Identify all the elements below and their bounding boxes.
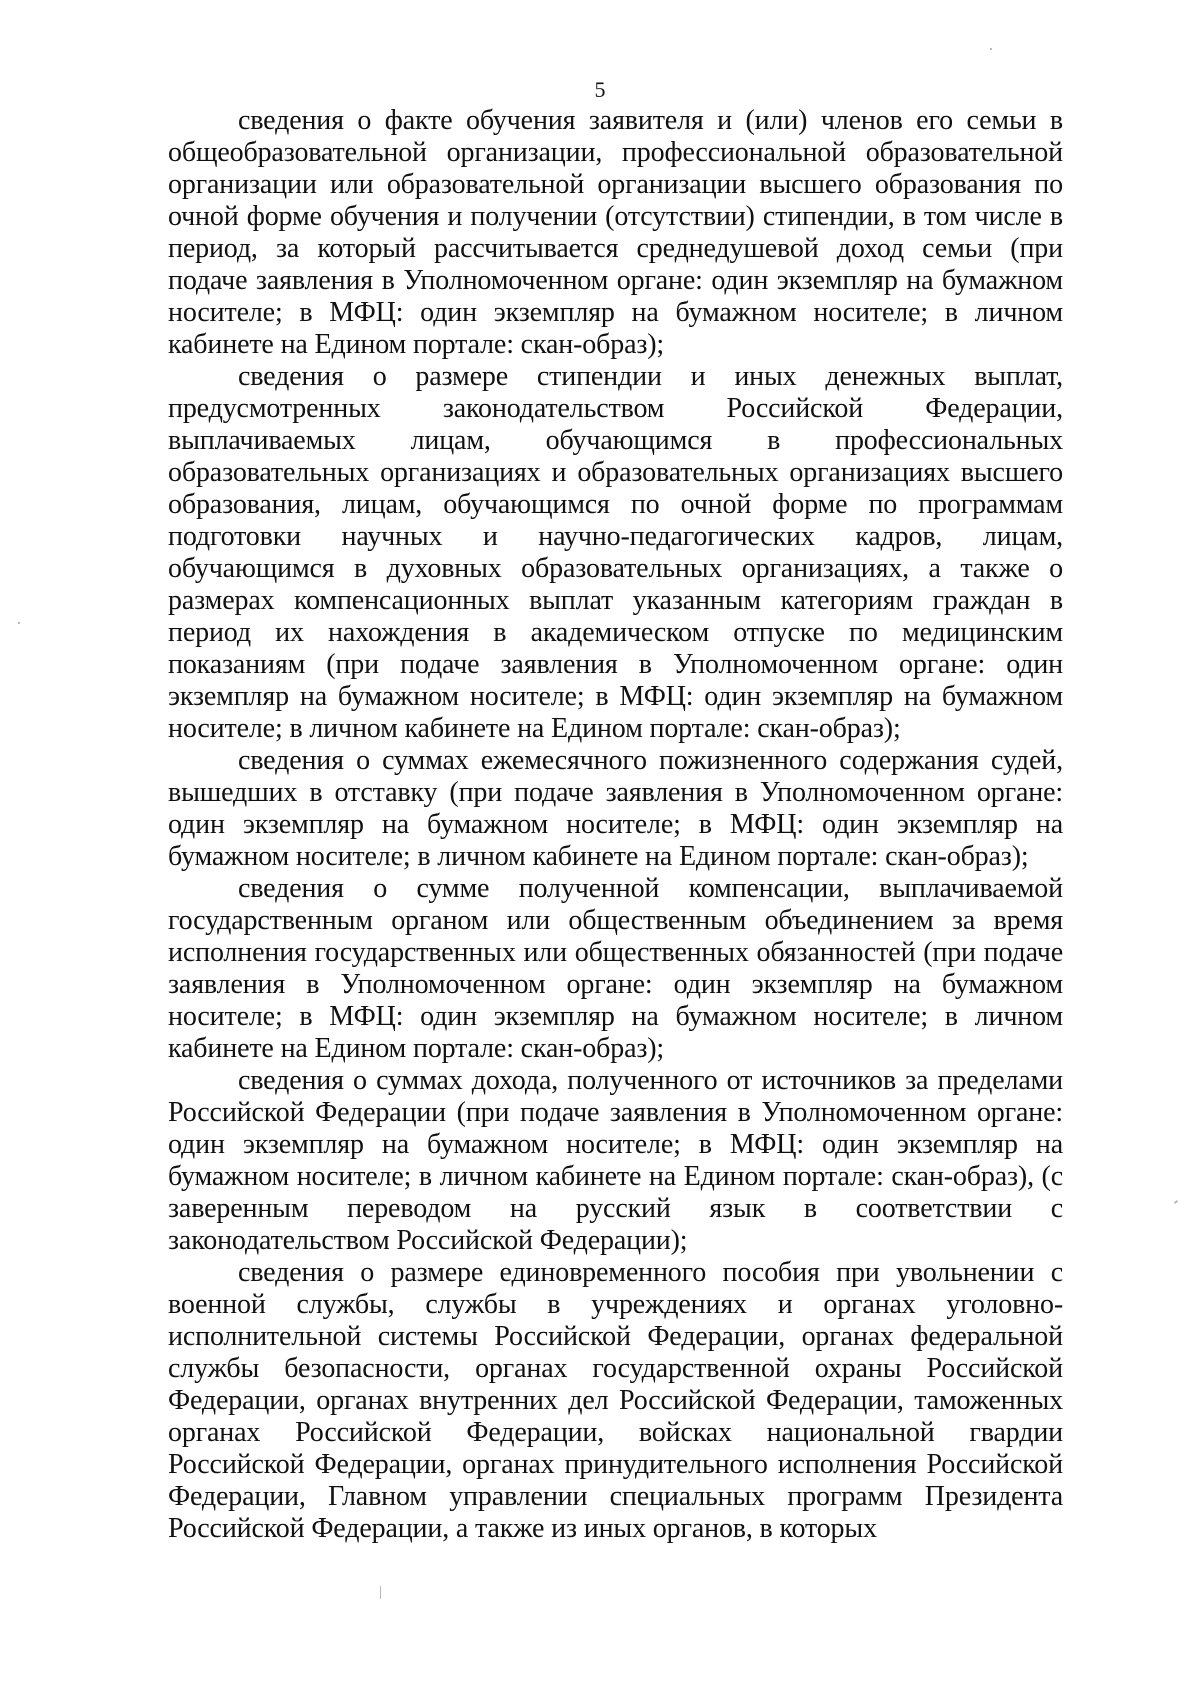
paragraph-compensation: сведения о сумме полученной компенсации, выплачиваемой государственным органом или общественным объединением за время исполнения государственных или общественных обязанностей (при подаче заявления в Уполномоченном органе: один экземпляр на бумажном носителе; в МФЦ: один экземпляр на бумажном носителе; в личном кабинете на Едином портале: скан-образ); [168, 873, 1063, 1064]
scan-speck [18, 622, 20, 624]
paragraph-stipend-size: сведения о размере стипендии и иных денежных выплат, предусмотренных законодательством Российской Федерации, выплачиваемых лицам, обучающимся в профессиональных образовательных организациях и образовательных организациях высшего образования, лицам, обучающимся по очной форме по программам подготовки научных и научно-педагогических кадров, лицам, обучающимся в духовных образовательных организациях, а также о размерах компенсационных выплат указанным категориям граждан в период их нахождения в академическом отпуске по медицинским показаниям (при подаче заявления в Уполномоченном органе: один экземпляр на бумажном носителе; в МФЦ: один экземпляр на бумажном носителе; в личном кабинете на Едином портале: скан-образ); [168, 361, 1063, 744]
paragraph-severance-allowance: сведения о размере единовременного пособия при увольнении с военной службы, службы в учреждениях и органах уголовно-исполнительной системы Российской Федерации, органах федеральной службы безопасности, органах государственной охраны Российской Федерации, органах внутренних дел Российской Федерации, таможенных органах Российской Федерации, войсках национальной гвардии Российской Федерации, органах принудительного исполнения Российской Федерации, Главном управлении специальных программ Президента Российской Федерации, а также из иных органов, в которых [168, 1257, 1063, 1544]
scan-speck [380, 1586, 381, 1599]
scan-speck [990, 48, 992, 50]
paragraph-foreign-income: сведения о суммах дохода, полученного от источников за пределами Российской Федерации (при подаче заявления в Уполномоченном органе: один экземпляр на бумажном носителе; в МФЦ: один экземпляр на бумажном носителе; в личном кабинете на Едином портале: скан-образ), (с заверенным переводом на русский язык в соответствии с законодательством Российской Федерации); [168, 1065, 1063, 1256]
paragraph-judges-maintenance: сведения о суммах ежемесячного пожизненного содержания судей, вышедших в отставку (при подаче заявления в Уполномоченном органе: один экземпляр на бумажном носителе; в МФЦ: один экземпляр на бумажном носителе; в личном кабинете на Едином портале: скан-образ); [168, 745, 1063, 872]
paragraph-student-info: сведения о факте обучения заявителя и (или) членов его семьи в общеобразовательной организации, профессиональной образовательной организации или образовательной организации высшего образования по очной форме обучения и получении (отсутствии) стипендии, в том числе в период, за который рассчитывается среднедушевой доход семьи (при подаче заявления в Уполномоченном органе: один экземпляр на бумажном носителе; в МФЦ: один экземпляр на бумажном носителе; в личном кабинете на Едином портале: скан-образ); [168, 105, 1063, 360]
document-body [168, 105, 1063, 1545]
scan-speck [1174, 1200, 1178, 1204]
page-number: 5 [594, 77, 606, 102]
